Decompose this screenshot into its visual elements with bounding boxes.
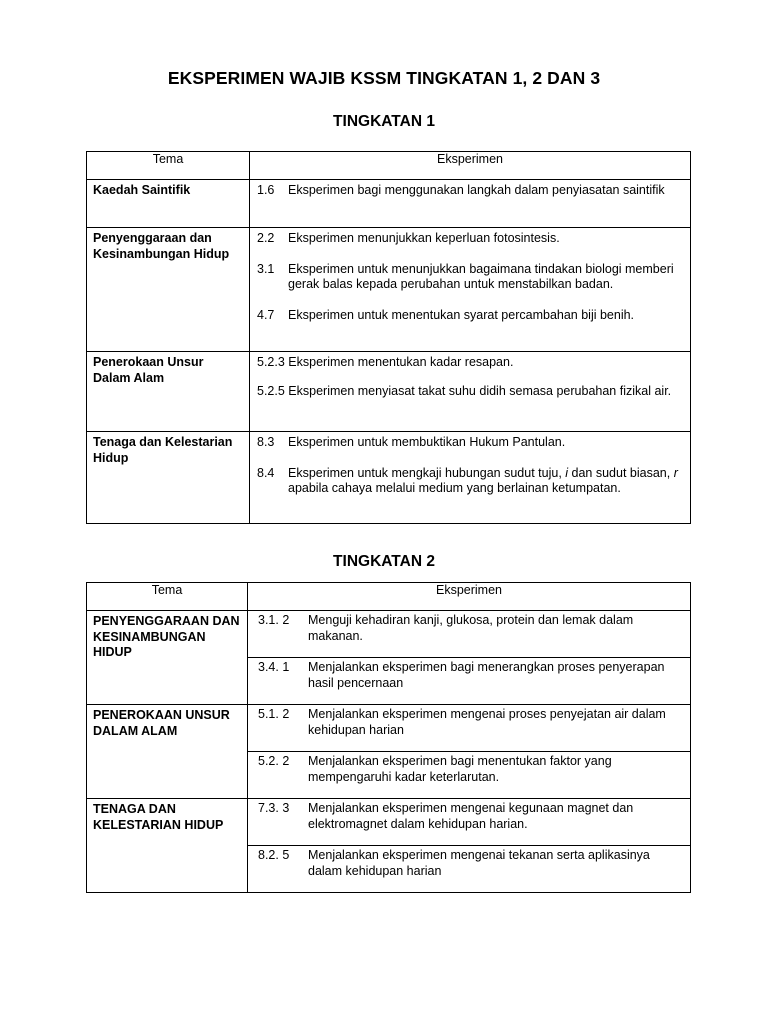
eksperimen-cell (248, 846, 691, 893)
list-item (258, 848, 684, 879)
item-text: Menjalankan eksperimen mengenai tekanan serta aplikasinya dalam kehidupan harian (308, 848, 650, 878)
list-item (257, 231, 684, 247)
item-number: 1.6 (257, 183, 275, 197)
table-row (87, 352, 691, 432)
list-item (257, 308, 684, 324)
eksperimen-header: Eksperimen (248, 583, 691, 611)
item-text: Menjalankan eksperimen bagi menentukan faktor yang mempengaruhi kadar keterlarutan. (308, 754, 612, 784)
tema-header: Tema (87, 583, 248, 611)
tema-cell: PENEROKAAN UNSUR DALAM ALAM (87, 705, 248, 799)
list-item (257, 355, 684, 371)
item-text-part: dan sudut biasan, (568, 465, 674, 480)
list-item (258, 801, 684, 832)
list-item (257, 435, 684, 451)
item-text: Eksperimen menyiasat takat suhu didih semasa perubahan fizikal air. (288, 383, 672, 398)
tingkatan-1-heading: TINGKATAN 1 (333, 113, 435, 130)
item-number: 5.2.5 (257, 383, 285, 398)
item-number: 4.7 (257, 307, 275, 322)
tema-cell: Kaedah Saintifik (87, 180, 250, 228)
item-text: Menguji kehadiran kanji, glukosa, protein dan lemak dalam makanan. (308, 613, 634, 643)
table-row (87, 228, 691, 352)
list-item (257, 466, 684, 497)
item-number: 7.3. 3 (258, 801, 290, 815)
eksperimen-cell (250, 228, 691, 352)
list-item (258, 660, 684, 691)
eksperimen-cell (248, 799, 691, 846)
item-text-part: apabila cahaya melalui medium yang berlainan ketumpatan. (288, 481, 621, 495)
tema-cell: Penerokaan Unsur Dalam Alam (87, 352, 250, 432)
tingkatan-2-table (86, 582, 691, 893)
eksperimen-cell (248, 611, 691, 658)
item-text: Eksperimen bagi menggunakan langkah dalam penyiasatan saintifik (288, 183, 665, 197)
tema-cell: PENYENGGARAAN DAN KESINAMBUNGAN HIDUP (87, 611, 248, 705)
item-number: 5.2. 2 (258, 754, 290, 768)
eksperimen-cell (250, 180, 691, 228)
item-text: Eksperimen untuk menentukan syarat percambahan biji benih. (288, 307, 635, 322)
eksperimen-header: Eksperimen (250, 152, 691, 180)
eksperimen-cell (248, 658, 691, 705)
item-number: 3.1 (257, 261, 275, 276)
item-number: 5.1. 2 (258, 707, 290, 721)
table-row (87, 432, 691, 524)
symbol-r: r (673, 465, 678, 480)
list-item (257, 262, 684, 293)
item-text: Menjalankan eksperimen mengenai kegunaan magnet dan elektromagnet dalam kehidupan harian. (308, 801, 634, 831)
item-number: 3.4. 1 (258, 660, 290, 674)
item-text: Menjalankan eksperimen bagi menerangkan proses penyerapan hasil pencernaan (308, 660, 665, 690)
table-header-row (87, 152, 691, 180)
item-text: Eksperimen untuk membuktikan Hukum Pantulan. (288, 435, 566, 449)
tema-cell: TENAGA DAN KELESTARIAN HIDUP (87, 799, 248, 893)
list-item (258, 754, 684, 785)
table-row (87, 180, 691, 228)
item-number: 8.3 (257, 435, 275, 449)
list-item (257, 183, 684, 199)
table-row (87, 705, 691, 752)
list-item (258, 707, 684, 738)
list-item (258, 613, 684, 644)
eksperimen-cell (248, 752, 691, 799)
page-title: EKSPERIMEN WAJIB KSSM TINGKATAN 1, 2 DAN 3 (167, 68, 601, 88)
tingkatan-1-table (86, 151, 691, 524)
item-text (288, 466, 684, 497)
tingkatan-2-heading: TINGKATAN 2 (333, 553, 435, 570)
item-number: 3.1. 2 (258, 613, 290, 627)
item-text: Eksperimen menentukan kadar resapan. (288, 355, 514, 369)
table-header-row (87, 583, 691, 611)
item-number: 5.2.3 (257, 355, 285, 369)
item-number: 8.4 (257, 465, 275, 480)
item-text-part: Eksperimen untuk mengkaji hubungan sudut tuju, (288, 465, 566, 480)
item-text: Eksperimen untuk menunjukkan bagaimana tindakan biologi memberi gerak balas kepada perubahan untuk menstabilkan badan. (288, 261, 674, 291)
item-number: 2.2 (257, 231, 275, 245)
tema-header: Tema (87, 152, 250, 180)
eksperimen-cell (248, 705, 691, 752)
item-number: 8.2. 5 (258, 848, 290, 862)
eksperimen-cell (250, 432, 691, 524)
item-text: Menjalankan eksperimen mengenai proses penyejatan air dalam kehidupan harian (308, 707, 666, 737)
table-row (87, 799, 691, 846)
tema-cell: Tenaga dan Kelestarian Hidup (87, 432, 250, 524)
list-item (257, 384, 684, 400)
tema-cell: Penyenggaraan dan Kesinambungan Hidup (87, 228, 250, 352)
eksperimen-cell (250, 352, 691, 432)
symbol-i: i (565, 465, 569, 480)
item-text: Eksperimen menunjukkan keperluan fotosintesis. (288, 231, 560, 245)
table-row (87, 611, 691, 658)
